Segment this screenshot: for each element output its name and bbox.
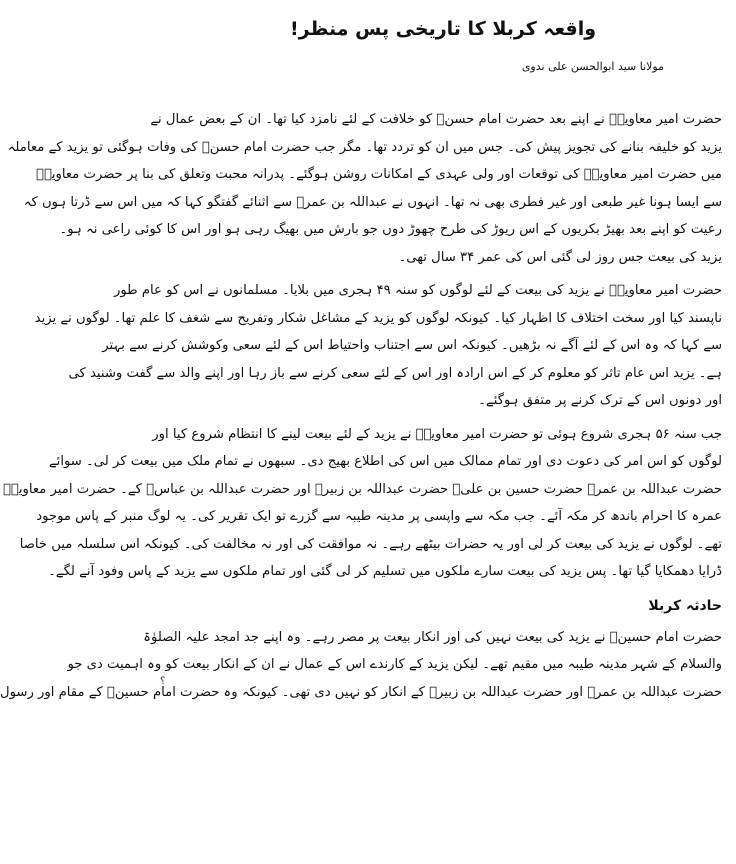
article-title: واقعہ کربلا کا تاریخی پس منظر! (289, 18, 597, 40)
text-line: والسلام کے شہر مدینہ طیبہ میں مقیم تھے۔ لیکن یزید کے کارندے اس کے عمال نے ان کے انکار بیعت کو وہ اہمیت دی جو (67, 657, 722, 672)
text-line: یزید کی بیعت جس روز لی گئی اس کی عمر ۳۴ سال تھی۔ (398, 249, 722, 265)
text-line: میں حضرت امیر معاویہؓ کی توقعات اور ولی عہدی کے امکانات روشن ہوگئے۔ پدرانہ محبت وتعلق کی بنا پر حضرت معاویہؓ (36, 167, 722, 182)
text-line: حضرت عبداللہ بن عمرؓ اور حضرت عبداللہ بن زبیرؓ کے انکار کو نہیں دی تھی۔ کیونکہ وہ حضرت امام حسینؓ کے مقام اور رسول (0, 684, 722, 700)
text-line: ہے۔ یزید اس عام تاثر کو معلوم کر کے اس ارادہ اور اس کے لئے سعی کرنے سے باز رہا اور اپنے والد سے گفت وشنید کی (68, 365, 722, 381)
text-line: سے کہا کہ وہ اس کے لئے آگے نہ بڑھیں۔ کیونکہ اس سے اجتناب واحتیاط اس کے لئے سعی وکوشش کرنے سے بہتر (102, 338, 722, 353)
text-line: حضرت امیر معاویہؓ نے یزید کی بیعت کے لئے لوگوں کو سنہ ۴۹ ہجری میں بلایا۔ مسلمانوں نے اس کو عام طور (114, 283, 722, 298)
paragraph-2 (34, 277, 722, 415)
text-line: ڈرایا دھمکایا گیا تھا۔ پس یزید کی بیعت سارے ملکوں میں تسلیم کر لی گئی اور تمام ملکوں سے یزید کے پاس وفود آنے لگے۔ (48, 564, 722, 579)
section-heading: حادثہ کربلا (648, 597, 722, 614)
text-line: حضرت امام حسینؓ نے یزید کی بیعت نہیں کی اور انکار بیعت پر مصر رہے۔ وہ اپنے جد امجد علیہ الصلوٰۃ (143, 629, 722, 645)
text-line: حضرت عبداللہ بن عمرؓ حضرت حسین بن علیؓ حضرت عبداللہ بن زبیرؓ اور حضرت عبداللہ بن عباسؓ کے۔ حضرت امیر معاویہؓ (3, 481, 722, 497)
paragraph-4 (0, 624, 722, 707)
margin-mark: ؟ (160, 676, 166, 687)
text-line: اور دونوں اس کے ترک کرنے پر متفق ہوگئے۔ (478, 393, 722, 408)
text-line: رعیت کو اپنے بعد بھیڑ بکریوں کے اس ریوڑ کی طرح چھوڑ دوں جو بارش میں بھیگ رہی ہو اور اس کا کوئی راعی نہ ہو۔ (59, 222, 722, 237)
text-line: لوگوں کو اس امر کی دعوت دی اور تمام ممالک میں اس کی اطلاع بھیج دی۔ سبھوں نے تمام ملک میں بیعت کر لی۔ سوائے (48, 454, 722, 469)
text-line: حضرت امیر معاویہؓ نے اپنے بعد حضرت امام حسنؓ کو خلافت کے لئے نامزد کیا تھا۔ ان کے بعض عمال نے (150, 112, 722, 127)
text-line: یزید کو خلیفہ بنانے کی تجویز پیش کی۔ جس میں ان کو تردد تھا۔ مگر جب حضرت امام حسنؓ کی وفات ہوگئی تو یزید کے معاملہ (7, 139, 722, 155)
text-line: تھے۔ لوگوں نے یزید کی بیعت کر لی اور یہ حضرات بیٹھے رہے۔ نہ موافقت کی اور نہ مخالفت کی۔ کیونکہ اس سلسلہ میں خاصا (19, 536, 722, 552)
text-line: جب سنہ ۵۶ ہجری شروع ہوئی تو حضرت امیر معاویہؓ نے یزید کے لئے بیعت لینے کا انتظام شروع کیا اور (152, 426, 722, 442)
text-line: ناپسند کیا اور سخت اختلاف کا اظہار کیا۔ کیونکہ لوگوں کو یزید کے مشاغل شکار وتفریح سے شغف کا علم تھا۔ لوگوں نے یزید (34, 310, 722, 326)
paragraph-3 (3, 421, 722, 586)
author-name: مولانا سید ابوالحسن علی ندوی (521, 60, 664, 73)
text-line: عمرہ کا احرام باندھ کر مکہ آئے۔ جب مکہ سے واپسی پر مدینہ طیبہ سے گزرے تو ایک تقریر کی۔ یہ لوگ منبر کے پاس موجود (36, 509, 722, 524)
text-line: سے ایسا ہونا غیر طبعی اور غیر فطری بھی نہ تھا۔ انہوں نے عبداللہ بن عمرؓ سے اثنائے گفتگو کہا کہ میں اس سے ڈرتا ہوں کہ (23, 194, 722, 210)
paragraph-1 (7, 106, 722, 271)
